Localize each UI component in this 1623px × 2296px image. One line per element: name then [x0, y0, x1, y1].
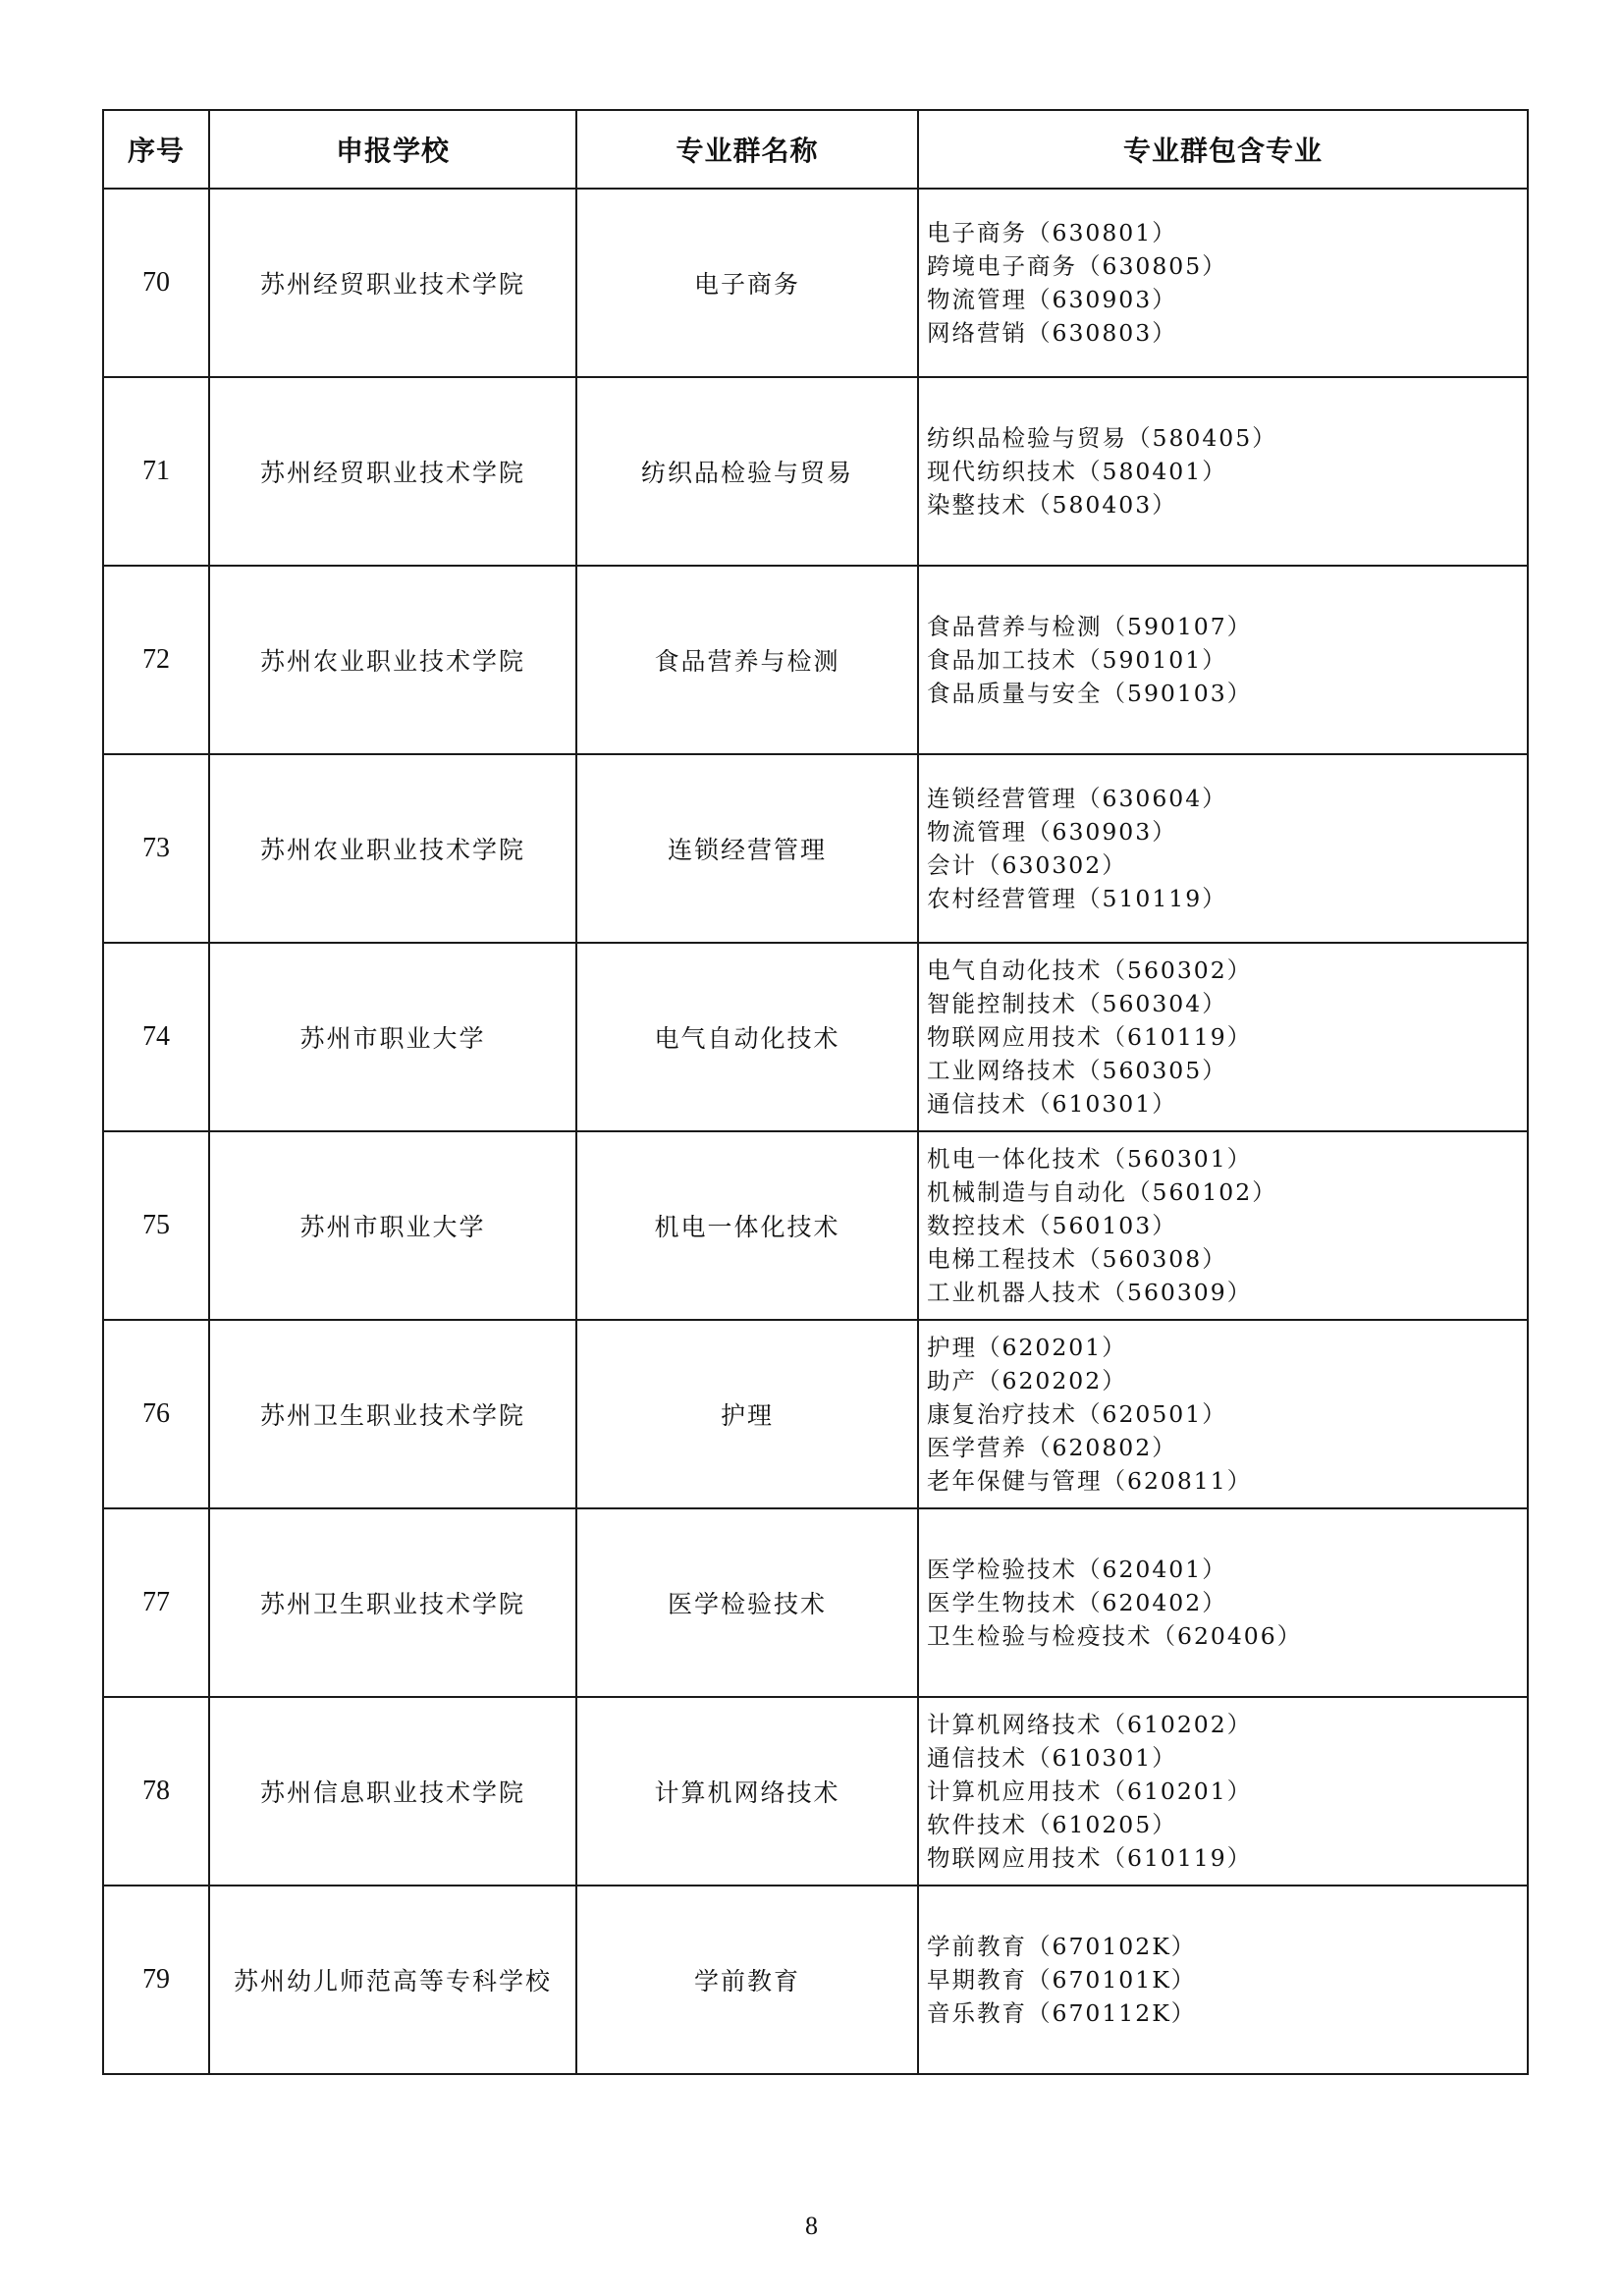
major-item: 食品加工技术（590101） [927, 646, 1227, 674]
major-item: 数控技术（560103） [927, 1212, 1177, 1239]
table-row [103, 1697, 1528, 1886]
major-item: 医学生物技术（620402） [927, 1589, 1227, 1616]
major-item: 会计（630302） [927, 851, 1127, 879]
row-serial-no: 75 [103, 1131, 209, 1320]
major-item: 卫生检验与检疫技术（620406） [927, 1622, 1303, 1650]
row-serial-no: 77 [103, 1508, 209, 1697]
table-header [103, 110, 1528, 189]
row-group-majors [918, 754, 1528, 943]
row-school: 苏州经贸职业技术学院 [209, 377, 576, 566]
table-row [103, 1131, 1528, 1320]
table-row [103, 1886, 1528, 2074]
major-item: 机械制造与自动化（560102） [927, 1178, 1277, 1206]
row-group-majors [918, 1320, 1528, 1508]
row-group-majors [918, 377, 1528, 566]
table-row [103, 754, 1528, 943]
major-item: 工业网络技术（560305） [927, 1057, 1227, 1084]
major-item: 电子商务（630801） [927, 219, 1177, 246]
major-item: 现代纺织技术（580401） [927, 458, 1227, 485]
major-item: 食品质量与安全（590103） [927, 680, 1253, 707]
major-item: 食品营养与检测（590107） [927, 613, 1253, 640]
row-serial-no: 70 [103, 189, 209, 377]
row-serial-no: 74 [103, 943, 209, 1131]
row-school: 苏州卫生职业技术学院 [209, 1320, 576, 1508]
table-row [103, 1320, 1528, 1508]
row-group-name: 学前教育 [576, 1886, 918, 2074]
row-group-majors [918, 566, 1528, 754]
header-serial-no: 序号 [103, 110, 209, 189]
major-item: 网络营销（630803） [927, 319, 1177, 347]
major-item: 物流管理（630903） [927, 818, 1177, 846]
row-group-majors [918, 1131, 1528, 1320]
row-serial-no: 76 [103, 1320, 209, 1508]
row-group-name: 纺织品检验与贸易 [576, 377, 918, 566]
major-item: 护理（620201） [927, 1334, 1127, 1361]
major-item: 计算机网络技术（610202） [927, 1711, 1253, 1738]
row-group-name: 计算机网络技术 [576, 1697, 918, 1886]
row-group-name: 电气自动化技术 [576, 943, 918, 1131]
major-item: 物联网应用技术（610119） [927, 1023, 1253, 1051]
row-serial-no: 78 [103, 1697, 209, 1886]
row-school: 苏州卫生职业技术学院 [209, 1508, 576, 1697]
row-serial-no: 72 [103, 566, 209, 754]
major-item: 音乐教育（670112K） [927, 1999, 1197, 2027]
major-item: 跨境电子商务（630805） [927, 252, 1227, 280]
major-item: 老年保健与管理（620811） [927, 1467, 1253, 1495]
row-serial-no: 79 [103, 1886, 209, 2074]
row-school: 苏州市职业大学 [209, 943, 576, 1131]
major-item: 智能控制技术（560304） [927, 990, 1227, 1017]
major-item: 工业机器人技术（560309） [927, 1279, 1253, 1306]
row-school: 苏州信息职业技术学院 [209, 1697, 576, 1886]
major-item: 通信技术（610301） [927, 1090, 1177, 1118]
row-group-name: 电子商务 [576, 189, 918, 377]
header-group-name: 专业群名称 [576, 110, 918, 189]
major-item: 机电一体化技术（560301） [927, 1145, 1253, 1173]
row-school: 苏州农业职业技术学院 [209, 754, 576, 943]
major-item: 连锁经营管理（630604） [927, 785, 1227, 812]
row-school: 苏州幼儿师范高等专科学校 [209, 1886, 576, 2074]
major-item: 软件技术（610205） [927, 1811, 1177, 1838]
major-item: 计算机应用技术（610201） [927, 1777, 1253, 1805]
row-group-name: 机电一体化技术 [576, 1131, 918, 1320]
table-body [103, 189, 1528, 2074]
major-item: 农村经营管理（510119） [927, 885, 1227, 912]
header-school: 申报学校 [209, 110, 576, 189]
row-group-name: 护理 [576, 1320, 918, 1508]
major-item: 医学检验技术（620401） [927, 1556, 1227, 1583]
major-item: 学前教育（670102K） [927, 1933, 1197, 1960]
row-group-name: 连锁经营管理 [576, 754, 918, 943]
major-item: 染整技术（580403） [927, 491, 1177, 519]
major-item: 医学营养（620802） [927, 1434, 1177, 1461]
major-group-table [102, 109, 1529, 2075]
table-row [103, 1508, 1528, 1697]
table-row [103, 377, 1528, 566]
table-row [103, 943, 1528, 1131]
row-school: 苏州经贸职业技术学院 [209, 189, 576, 377]
row-group-name: 食品营养与检测 [576, 566, 918, 754]
row-serial-no: 71 [103, 377, 209, 566]
header-group-majors: 专业群包含专业 [918, 110, 1528, 189]
header-row [103, 110, 1528, 189]
major-item: 纺织品检验与贸易（580405） [927, 424, 1277, 452]
table-row [103, 566, 1528, 754]
major-item: 物流管理（630903） [927, 286, 1177, 313]
row-school: 苏州农业职业技术学院 [209, 566, 576, 754]
major-item: 早期教育（670101K） [927, 1966, 1197, 1994]
row-group-majors [918, 943, 1528, 1131]
major-item: 电梯工程技术（560308） [927, 1245, 1227, 1273]
major-item: 通信技术（610301） [927, 1744, 1177, 1772]
row-serial-no: 73 [103, 754, 209, 943]
major-item: 电气自动化技术（560302） [927, 957, 1253, 984]
row-group-majors [918, 1886, 1528, 2074]
table-row [103, 189, 1528, 377]
page-number: 8 [805, 2212, 818, 2240]
major-item: 助产（620202） [927, 1367, 1127, 1394]
row-group-majors [918, 1508, 1528, 1697]
row-group-majors [918, 189, 1528, 377]
row-school: 苏州市职业大学 [209, 1131, 576, 1320]
row-group-majors [918, 1697, 1528, 1886]
major-item: 康复治疗技术（620501） [927, 1400, 1227, 1428]
major-item: 物联网应用技术（610119） [927, 1844, 1253, 1872]
row-group-name: 医学检验技术 [576, 1508, 918, 1697]
